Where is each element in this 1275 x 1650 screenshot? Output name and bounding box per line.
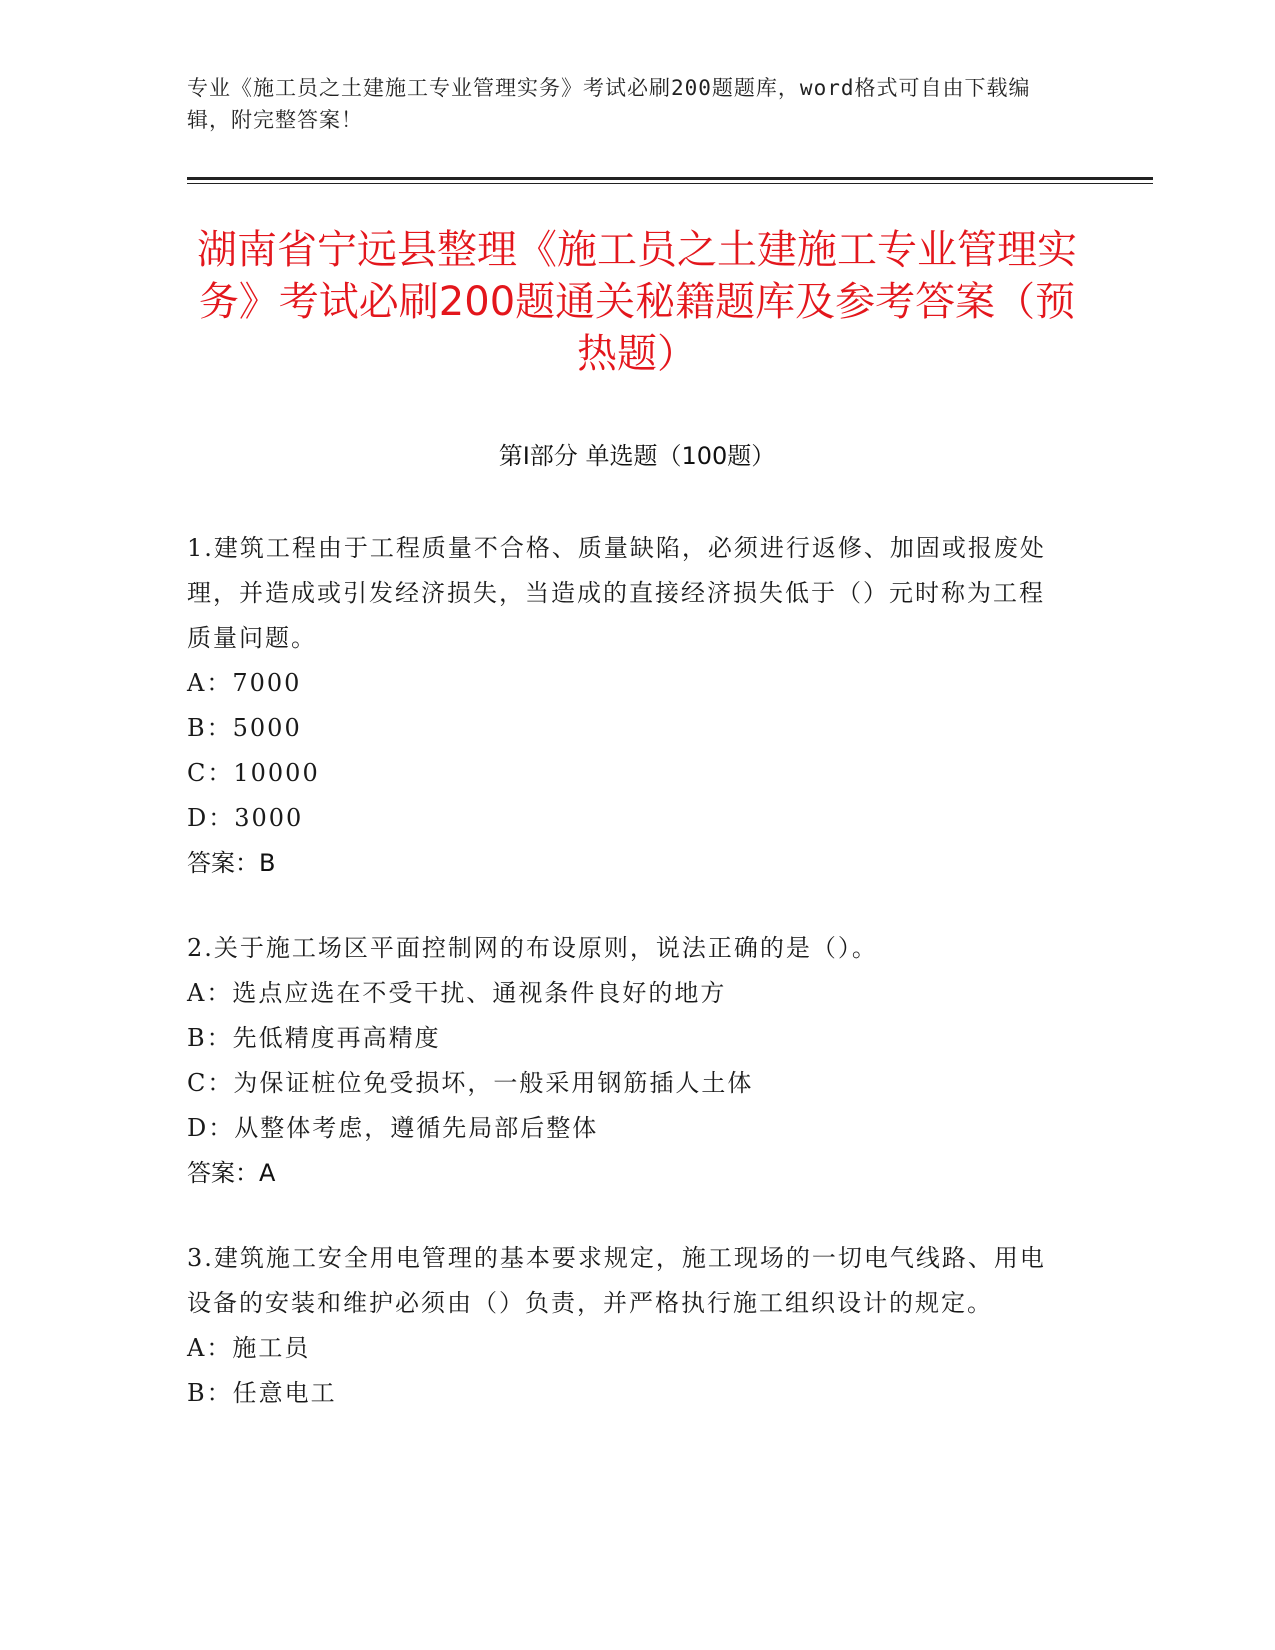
question-2 [187,926,1067,1196]
question-3 [187,1236,1067,1416]
option-a: A：7000 [187,669,302,697]
question-stem: 1.建筑工程由于工程质量不合格、质量缺陷，必须进行返修、加固或报废处理，并造成或引发经济损失，当造成的直接经济损失低于（）元时称为工程质量问题。 [187,534,1046,652]
question-stem: 3.建筑施工安全用电管理的基本要求规定，施工现场的一切电气线路、用电设备的安装和维护必须由（）负责，并严格执行施工组织设计的规定。 [187,1244,1046,1317]
header-divider-thick [187,177,1153,180]
header-divider-thin [187,183,1153,184]
answer: 答案：A [187,1159,276,1187]
option-c: C：为保证桩位免受损坏，一般采用钢筋插人土体 [187,1069,754,1097]
option-d: D：3000 [187,804,304,832]
question-stem: 2.关于施工场区平面控制网的布设原则，说法正确的是（）。 [187,934,878,962]
question-list [187,526,1067,1456]
question-1 [187,526,1067,886]
option-b: B：任意电工 [187,1379,337,1407]
section-title: 第Ⅰ部分 单选题（100题） [498,442,776,470]
option-a: A：施工员 [187,1334,311,1362]
option-a: A：选点应选在不受干扰、通视条件良好的地方 [187,979,727,1007]
document-title: 湖南省宁远县整理《施工员之土建施工专业管理实务》考试必刷200题通关秘籍题库及参考答案（预热题） [197,227,1077,377]
option-b: B：5000 [187,714,302,742]
option-d: D：从整体考虑，遵循先局部后整体 [187,1114,599,1142]
header-note: 专业《施工员之土建施工专业管理实务》考试必刷200题题库，word格式可自由下载编辑，附完整答案！ [187,76,1031,132]
option-b: B：先低精度再高精度 [187,1024,441,1052]
option-c: C：10000 [187,759,320,787]
answer: 答案：B [187,849,276,877]
